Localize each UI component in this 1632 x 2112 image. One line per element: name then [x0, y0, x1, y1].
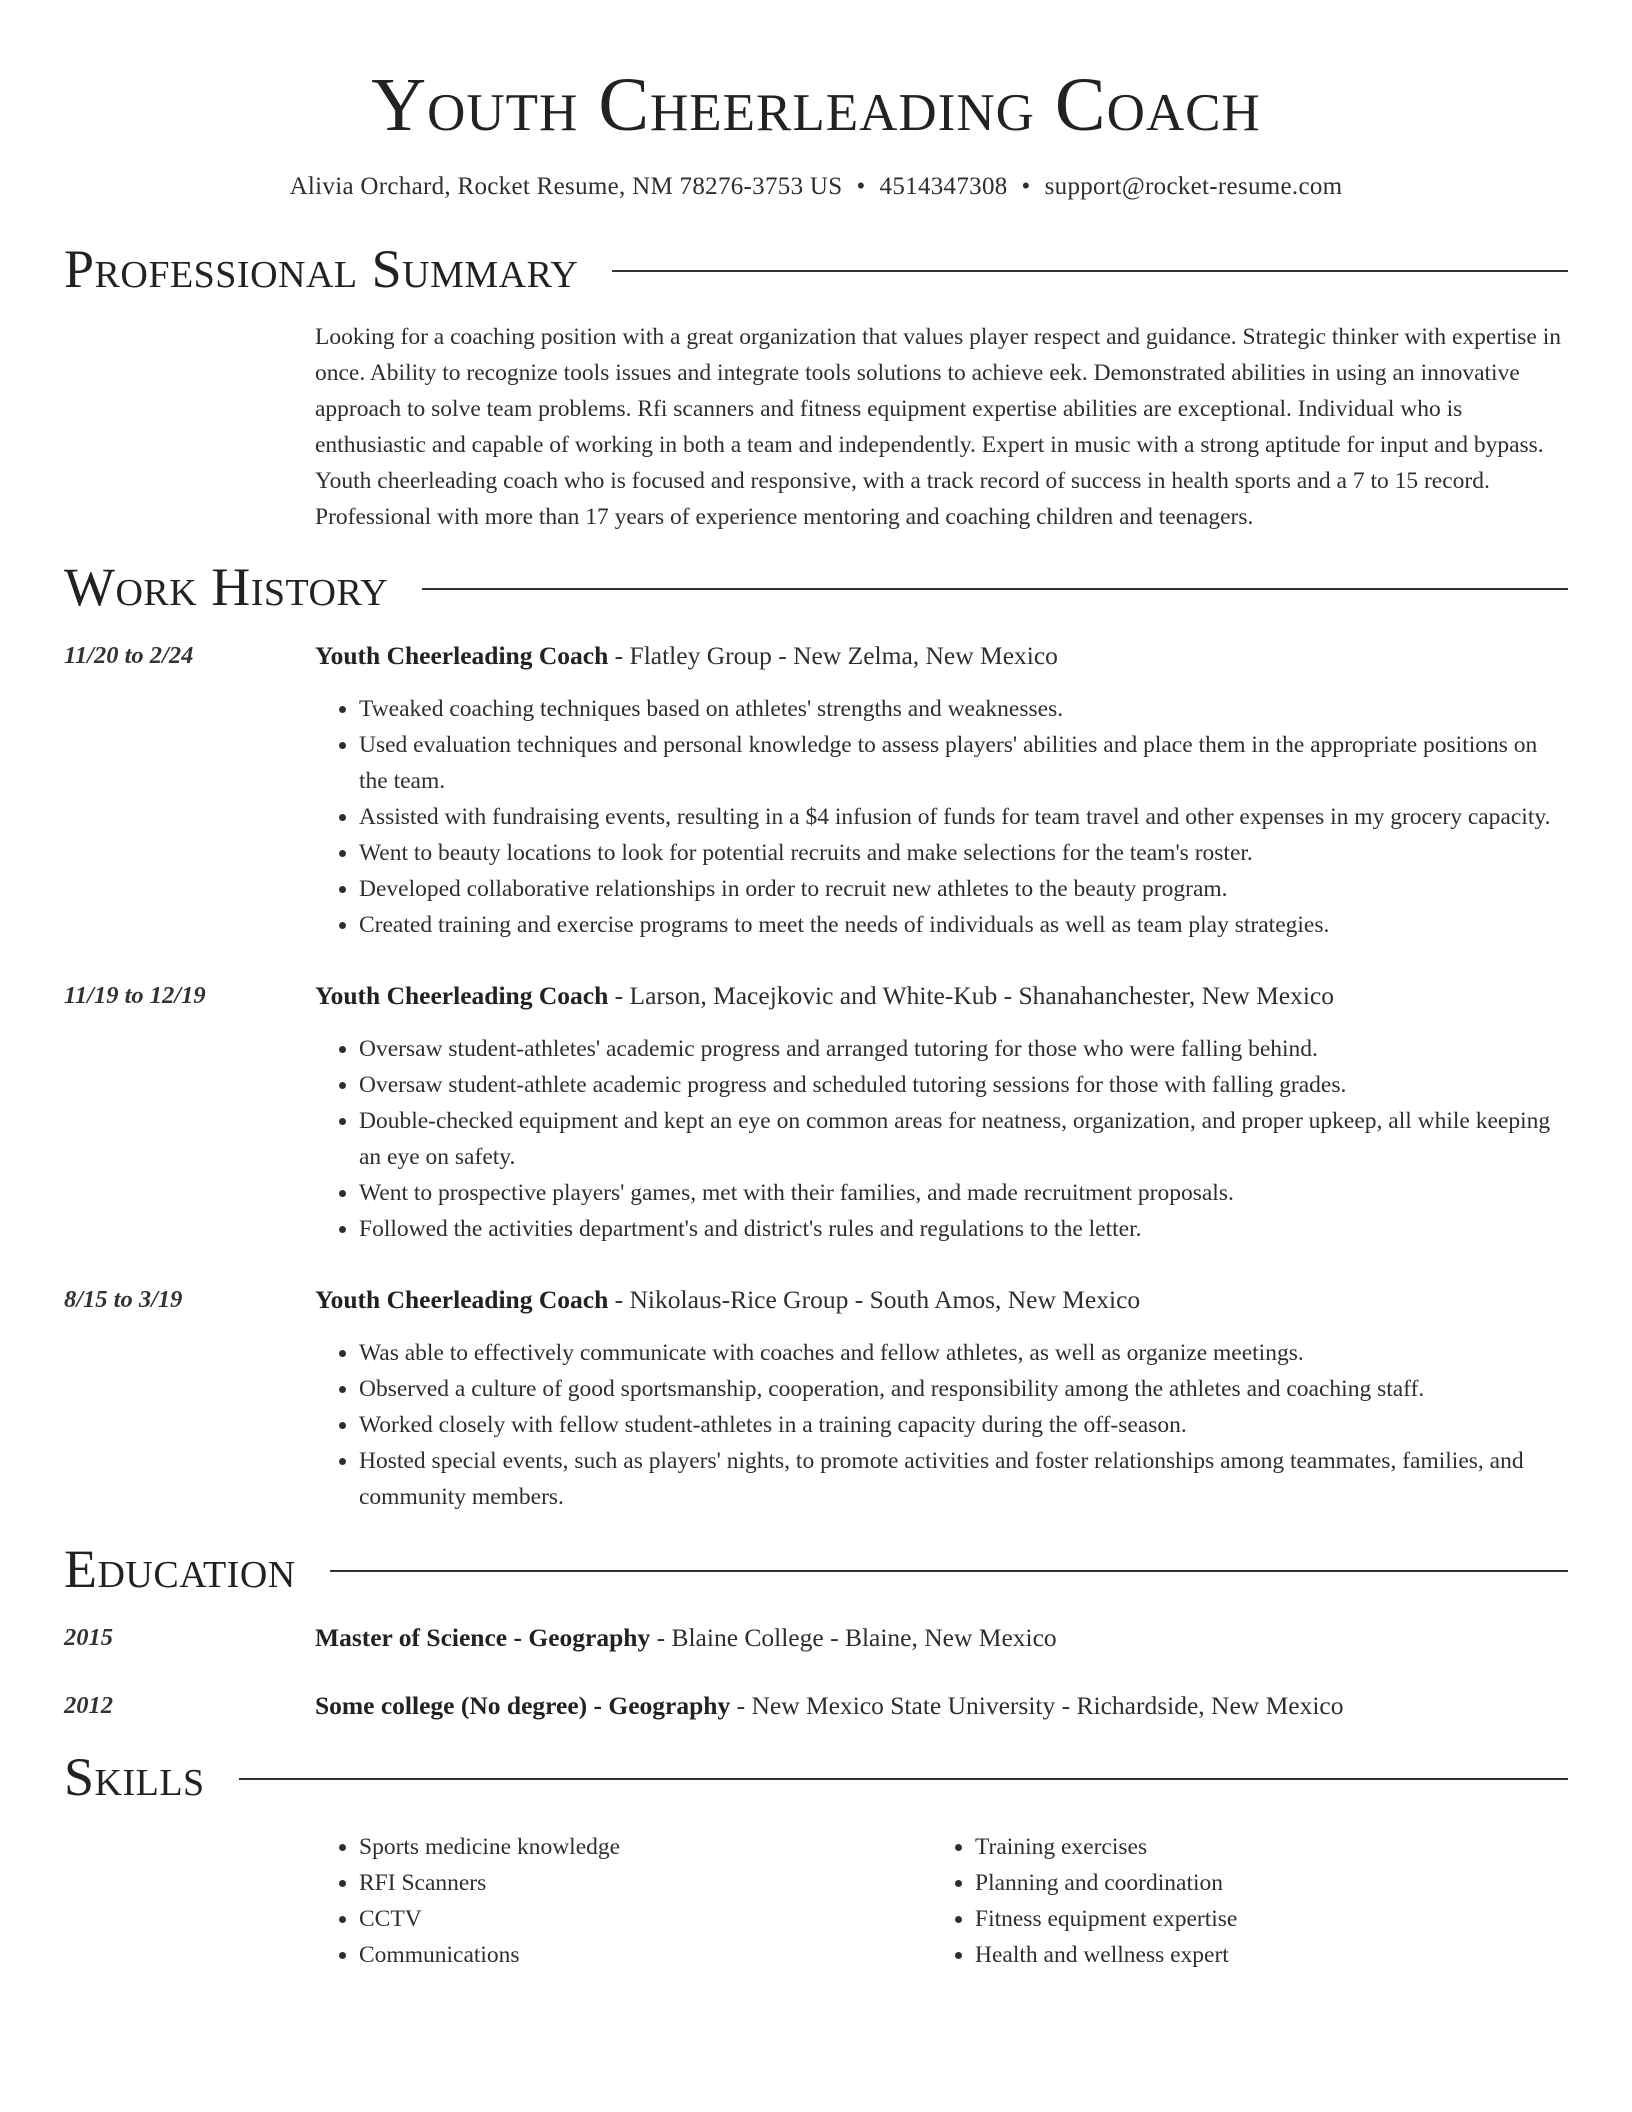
skills-list: [315, 1829, 1568, 1973]
education-degree: Master of Science - Geography: [315, 1623, 651, 1652]
skill-item: • Training exercises: [975, 1829, 1547, 1865]
contact-address: Alivia Orchard, Rocket Resume, NM 78276-3753 US: [289, 173, 843, 200]
job-bullet: • Observed a culture of good sportsmanship, cooperation, and responsibility among the athletes and coaching staff.: [359, 1371, 1568, 1407]
education-header: [315, 1621, 1568, 1655]
skill-item: • Sports medicine knowledge: [359, 1829, 931, 1865]
job-body: [315, 1283, 1568, 1515]
skills-column-right: [931, 1829, 1547, 1973]
job-entry: [64, 639, 1568, 943]
skill-item: • Planning and coordination: [975, 1865, 1547, 1901]
job-bullet: • Worked closely with fellow student-athletes in a training capacity during the off-season.: [359, 1407, 1568, 1443]
skills-column-left: [315, 1829, 931, 1973]
section-divider: [330, 1570, 1568, 1572]
resume-page: [64, 0, 1568, 1973]
job-header: [315, 639, 1568, 673]
job-bullets: [315, 1335, 1568, 1515]
job-title: Youth Cheerleading Coach: [315, 1285, 609, 1314]
job-bullet: • Used evaluation techniques and personal knowledge to assess players' abilities and place them in the appropriate positions on the team.: [359, 727, 1568, 799]
skill-item: • Health and wellness expert: [975, 1937, 1547, 1973]
job-header: [315, 1283, 1568, 1317]
job-bullets: [315, 691, 1568, 943]
skill-item: • Communications: [359, 1937, 931, 1973]
contact-separator: •: [856, 173, 866, 200]
job-header: [315, 979, 1568, 1013]
job-body: [315, 639, 1568, 943]
job-bullet: • Hosted special events, such as players' nights, to promote activities and foster relationships among teammates, families, and community members.: [359, 1443, 1568, 1515]
education-header: [315, 1689, 1568, 1723]
contact-phone: 4514347308: [879, 173, 1008, 200]
education-body: [315, 1621, 1568, 1655]
section-divider: [239, 1778, 1568, 1780]
education-year: 2012: [64, 1692, 113, 1719]
work-heading: Work History: [64, 557, 389, 617]
job-title: Youth Cheerleading Coach: [315, 641, 609, 670]
skill-item: • RFI Scanners: [359, 1865, 931, 1901]
section-divider: [612, 270, 1568, 272]
job-bullet: • Oversaw student-athlete academic progress and scheduled tutoring sessions for those with falling grades.: [359, 1067, 1568, 1103]
summary-section-header: [64, 237, 1568, 301]
job-body: [315, 979, 1568, 1247]
job-entry: [64, 979, 1568, 1247]
job-details: - Nikolaus-Rice Group - South Amos, New Mexico: [608, 1285, 1141, 1314]
education-year: 2015: [64, 1624, 113, 1651]
job-dates: 11/20 to 2/24: [64, 642, 194, 669]
job-bullet: • Followed the activities department's and district's rules and regulations to the letter.: [359, 1211, 1568, 1247]
skill-item: • CCTV: [359, 1901, 931, 1937]
job-details: - Flatley Group - New Zelma, New Mexico: [608, 641, 1058, 670]
education-degree: Some college (No degree) - Geography: [315, 1691, 731, 1720]
education-details: - Blaine College - Blaine, New Mexico: [650, 1623, 1057, 1652]
education-heading: Education: [64, 1539, 296, 1599]
skills-section-header: [64, 1745, 1568, 1809]
job-bullet: • Tweaked coaching techniques based on athletes' strengths and weaknesses.: [359, 691, 1568, 727]
section-divider: [422, 588, 1568, 590]
education-section-header: [64, 1537, 1568, 1601]
contact-separator: •: [1021, 173, 1031, 200]
skill-item: • Fitness equipment expertise: [975, 1901, 1547, 1937]
contact-line: [64, 170, 1568, 204]
job-entry: [64, 1283, 1568, 1515]
job-bullet: • Went to beauty locations to look for potential recruits and make selections for the team's roster.: [359, 835, 1568, 871]
resume-title: Youth Cheerleading Coach: [371, 63, 1261, 147]
job-bullet: • Assisted with fundraising events, resulting in a $4 infusion of funds for team travel and other expenses in my grocery capacity.: [359, 799, 1568, 835]
job-bullet: • Was able to effectively communicate with coaches and fellow athletes, as well as organize meetings.: [359, 1335, 1568, 1371]
education-body: [315, 1689, 1568, 1723]
job-details: - Larson, Macejkovic and White-Kub - Shanahanchester, New Mexico: [608, 981, 1334, 1010]
contact-email: support@rocket-resume.com: [1044, 173, 1343, 200]
job-bullet: • Went to prospective players' games, met with their families, and made recruitment proposals.: [359, 1175, 1568, 1211]
job-bullet: • Oversaw student-athletes' academic progress and arranged tutoring for those who were falling behind.: [359, 1031, 1568, 1067]
summary-text: Looking for a coaching position with a great organization that values player respect and guidance. Strategic thinker with expertise in once. Ability to recognize tools issues and integrate tools solutions to achieve eek. Demonstrated abilities in using an innovative approach to solve team problems. Rfi scanners and fitness equipment expertise abilities are exceptional. Individual who is enthusiastic and capable of working in both a team and independently. Expert in music with a strong aptitude for input and bypass. Youth cheerleading coach who is focused and responsive, with a track record of success in health sports and a 7 to 15 record. Professional with more than 17 years of experience mentoring and coaching children and teenagers.: [315, 324, 1561, 530]
job-bullet: • Double-checked equipment and kept an eye on common areas for neatness, organization, and proper upkeep, all while keeping an eye on safety.: [359, 1103, 1568, 1175]
education-details: - New Mexico State University - Richardside, New Mexico: [730, 1691, 1344, 1720]
job-dates: 8/15 to 3/19: [64, 1286, 183, 1313]
education-entry: [64, 1621, 1568, 1655]
education-entry: [64, 1689, 1568, 1723]
job-title: Youth Cheerleading Coach: [315, 981, 609, 1010]
job-bullet: • Developed collaborative relationships in order to recruit new athletes to the beauty program.: [359, 871, 1568, 907]
work-section-header: [64, 555, 1568, 619]
skills-heading: Skills: [64, 1747, 205, 1807]
job-dates: 11/19 to 12/19: [64, 982, 206, 1009]
job-bullet: • Created training and exercise programs to meet the needs of individuals as well as team play strategies.: [359, 907, 1568, 943]
job-bullets: [315, 1031, 1568, 1247]
summary-heading: Professional Summary: [64, 239, 579, 299]
